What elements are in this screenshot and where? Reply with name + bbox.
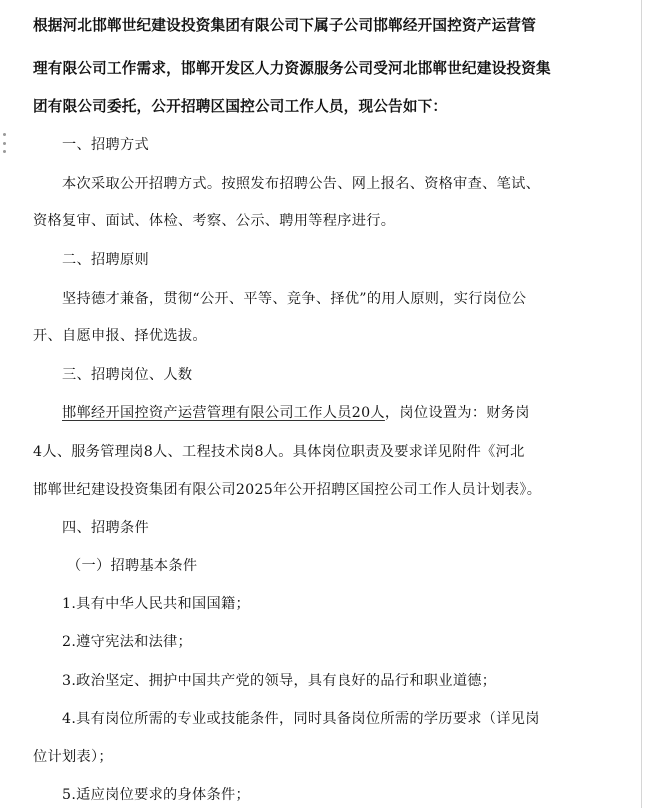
condition-item-2: 2.遵守宪法和法律； <box>62 634 193 650</box>
condition-item-4-continued: 位计划表）； <box>33 749 113 765</box>
section2-body-line-2: 开、自愿申报、择优选拔。 <box>33 328 207 344</box>
section3-body-line-1 <box>62 403 530 423</box>
section-heading-positions: 三、招聘岗位、人数 <box>62 367 193 383</box>
intro-line-1: 根据河北邯郸世纪建设投资集团有限公司下属子公司邯郸经开国控资产运营管 <box>33 17 536 34</box>
subsection-heading-basic-conditions: （一）招聘基本条件 <box>67 558 198 574</box>
section3-body-line-2: 4人、服务管理岗8人、工程技术岗8人。具体岗位职责及要求详见附件《河北 <box>33 444 525 460</box>
condition-item-1: 1.具有中华人民共和国国籍； <box>62 596 250 612</box>
section3-line1-rest: ，岗位设置为：财务岗 <box>384 405 530 421</box>
section2-body-line-1: 坚持德才兼备，贯彻“公开、平等、竞争、择优”的用人原则，实行岗位公 <box>62 291 527 307</box>
section1-body-line-2: 资格复审、面试、体检、考察、公示、聘用等程序进行。 <box>33 213 396 229</box>
condition-item-5: 5.适应岗位要求的身体条件； <box>62 787 250 803</box>
company-underlined-text: 邯郸经开国控资产运营管理有限公司工作人员20人 <box>62 405 385 421</box>
section1-body-line-1: 本次采取公开招聘方式。按照发布招聘公告、网上报名、资格审查、笔试、 <box>62 176 541 192</box>
intro-line-3: 团有限公司委托，公开招聘区国控公司工作人员，现公告如下： <box>33 98 448 115</box>
section3-body-line-3: 邯郸世纪建设投资集团有限公司2025年公开招聘区国控公司工作人员计划表》。 <box>33 482 542 498</box>
drag-handle-icon[interactable] <box>2 133 6 153</box>
section-heading-recruitment-principle: 二、招聘原则 <box>62 252 149 268</box>
condition-item-4: 4.具有岗位所需的专业或技能条件，同时具备岗位所需的学历要求（详见岗 <box>62 711 540 727</box>
section-heading-conditions: 四、招聘条件 <box>62 520 149 536</box>
condition-item-3: 3.政治坚定、拥护中国共产党的领导，具有良好的品行和职业道德； <box>62 673 497 689</box>
section-heading-recruitment-method: 一、招聘方式 <box>62 137 149 153</box>
intro-line-2: 理有限公司工作需求，邯郸开发区人力资源服务公司受河北邯郸世纪建设投资集 <box>33 60 551 77</box>
